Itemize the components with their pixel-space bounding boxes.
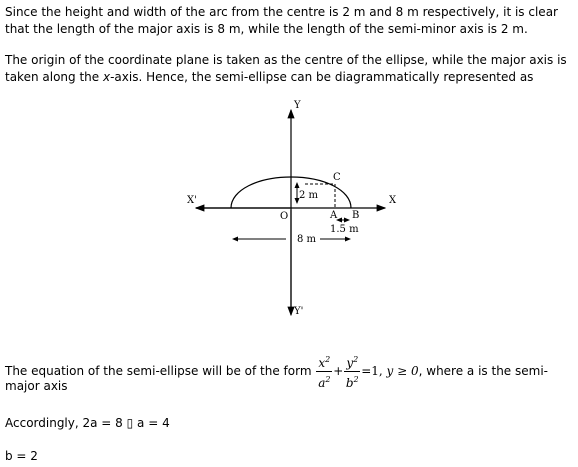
label-b: B xyxy=(352,210,360,221)
label-x-prime: X' xyxy=(187,195,197,206)
b-value-line: b = 2 xyxy=(5,449,38,463)
label-ab: 1.5 m xyxy=(330,224,359,235)
label-o: O xyxy=(280,211,289,222)
paragraph-arc-dimensions: Since the height and width of the arc from the centre is 2 m and 8 m respectively, it is clear that the length of the major axis is 8 m, while the length of the semi-minor axis is 2 m. xyxy=(5,5,558,36)
paragraph-origin-part2: -axis. Hence, the semi-ellipse can be diagrammatically represented as xyxy=(110,69,534,84)
plus-sign: + xyxy=(333,364,344,378)
paragraph-origin-x: x xyxy=(102,69,111,84)
equation-suffix: , where a is the semi- xyxy=(418,364,548,378)
label-height: 2 m xyxy=(299,190,319,201)
accordingly-line: Accordingly, 2a = 8 ▯ a = 4 xyxy=(5,416,170,430)
equation-line xyxy=(5,352,548,391)
fraction-y-over-b: $\frac{y^2}{b^2}$ xyxy=(344,352,360,391)
label-y: Y xyxy=(294,100,301,111)
condition: y ≥ 0 xyxy=(386,364,419,378)
label-x: X xyxy=(389,195,397,206)
label-width: 8 m xyxy=(297,234,317,245)
fraction-x-over-a: $\frac{x^2}{a^2}$ xyxy=(316,352,332,391)
equation-prefix: The equation of the semi-ellipse will be of the form xyxy=(5,364,312,378)
label-y-prime: Y' xyxy=(294,306,304,317)
major-axis-text: major axis xyxy=(5,379,68,393)
label-a: A xyxy=(330,210,338,221)
label-c: C xyxy=(333,172,341,183)
paragraph-origin-part1: The origin of the coordinate plane is taken as the centre of the ellipse, while the major axis is taken along the xyxy=(5,53,567,84)
equals-one: =1, xyxy=(361,364,387,378)
